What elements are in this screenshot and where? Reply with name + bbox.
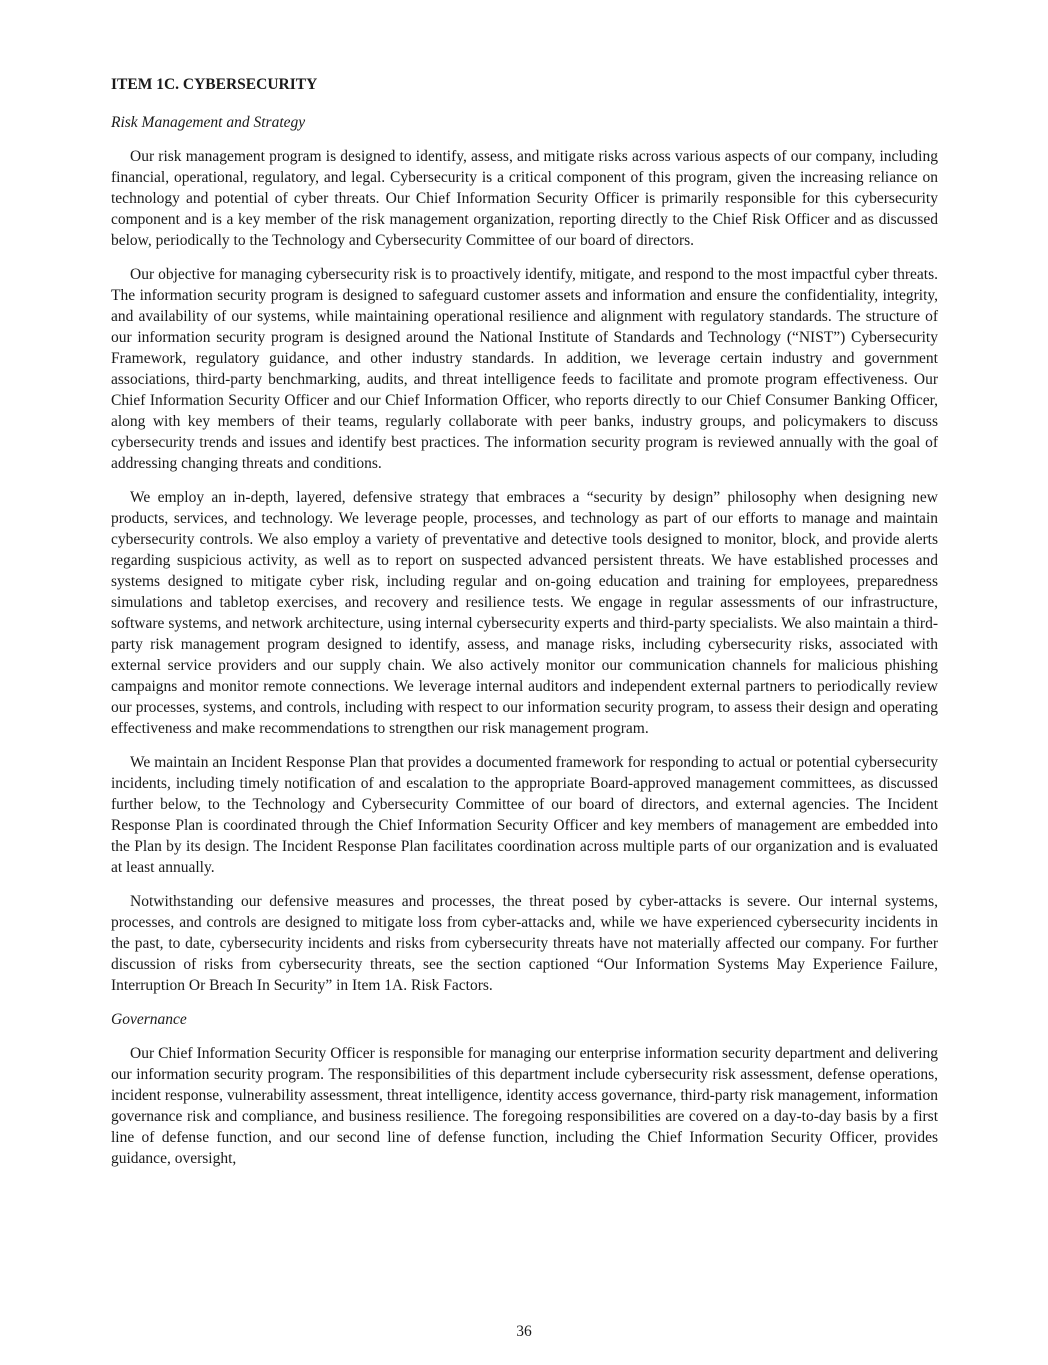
risk-paragraph-3: We employ an in-depth, layered, defensive strategy that embraces a “security by design” philosophy when designing new products, services, and technology. We leverage people, processes, and technology as part of our efforts to manage and maintain cybersecurity controls. We also employ a variety of preventative and detective tools designed to monitor, block, and provide alerts regarding suspicious activity, as well as to report on suspected advanced persistent threats. We have established processes and systems designed to mitigate cyber risk, including regular and on-going education and training for employees, preparedness simulations and tabletop exercises, and recovery and resilience tests. We engage in regular assessments of our infrastructure, software systems, and network architecture, using internal cybersecurity experts and third-party specialists. We also maintain a third-party risk management program designed to identify, assess, and manage risks, including cybersecurity risks, associated with external service providers and our supply chain. We also actively monitor our communication channels for malicious phishing campaigns and monitor remote connections. We leverage internal auditors and independent external partners to periodically review our processes, systems, and controls, including with respect to our information security program, to assess their design and operating effectiveness and make recommendations to strengthen our risk management program.	[111, 489, 938, 737]
risk-paragraph-4: We maintain an Incident Response Plan that provides a documented framework for responding to actual or potential cybersecurity incidents, including timely notification of and escalation to the appropriate Board-approved management committees, as discussed further below, to the Technology and Cybersecurity Committee of our board of directors, and external agencies. The Incident Response Plan is coordinated through the Chief Information Security Officer and key members of management are embedded into the Plan by its design. The Incident Response Plan facilitates coordination across multiple parts of our organization and is evaluated at least annually.	[111, 754, 938, 876]
governance-subheading: Governance	[111, 1011, 187, 1028]
risk-paragraph-5: Notwithstanding our defensive measures and processes, the threat posed by cyber-attacks is severe. Our internal systems, processes, and controls are designed to mitigate loss from cyber-attacks and, while we have experienced cybersecurity incidents in the past, to date, cybersecurity incidents and risks from cybersecurity threats have not materially affected our company. For further discussion of risks from cybersecurity threats, see the section captioned “Our Information Systems May Experience Failure, Interruption Or Breach In Security” in Item 1A. Risk Factors.	[111, 893, 938, 994]
risk-paragraph-2: Our objective for managing cybersecurity risk is to proactively identify, mitigate, and respond to the most impactful cyber threats. The information security program is designed to safeguard customer assets and information and ensure the confidentiality, integrity, and availability of our systems, while maintaining operational resilience and alignment with regulatory standards. The structure of our information security program is designed around the National Institute of Standards and Technology (“NIST”) Cybersecurity Framework, regulatory guidance, and other industry standards. In addition, we leverage certain industry and government associations, third-party benchmarking, audits, and threat intelligence feeds to facilitate and promote program effectiveness. Our Chief Information Security Officer and our Chief Information Officer, who reports directly to our Chief Consumer Banking Officer, along with key members of their teams, regularly collaborate with peer banks, industry groups, and policymakers to discuss cybersecurity trends and issues and identify best practices. The information security program is reviewed annually with the goal of addressing changing threats and conditions.	[111, 266, 938, 472]
risk-management-subheading: Risk Management and Strategy	[111, 114, 306, 131]
document-page	[111, 74, 938, 1182]
governance-paragraph-1: Our Chief Information Security Officer is responsible for managing our enterprise information security department and delivering our information security program. The responsibilities of this department include cybersecurity risk assessment, defense operations, incident response, vulnerability assessment, threat intelligence, identity access governance, third-party risk management, information governance risk and compliance, and business resilience. The foregoing responsibilities are covered on a day-to-day basis by a first line of defense function, and our second line of defense function, including the Chief Information Security Officer, provides guidance, oversight,	[111, 1045, 938, 1167]
section-heading: ITEM 1C. CYBERSECURITY	[111, 76, 318, 93]
page-number: 36	[516, 1323, 532, 1340]
risk-paragraph-1: Our risk management program is designed to identify, assess, and mitigate risks across various aspects of our company, including financial, operational, regulatory, and legal. Cybersecurity is a critical component of this program, given the increasing reliance on technology and potential of cyber threats. Our Chief Information Security Officer is primarily responsible for this cybersecurity component and is a key member of the risk management organization, reporting directly to the Chief Risk Officer and as discussed below, periodically to the Technology and Cybersecurity Committee of our board of directors.	[111, 148, 938, 249]
